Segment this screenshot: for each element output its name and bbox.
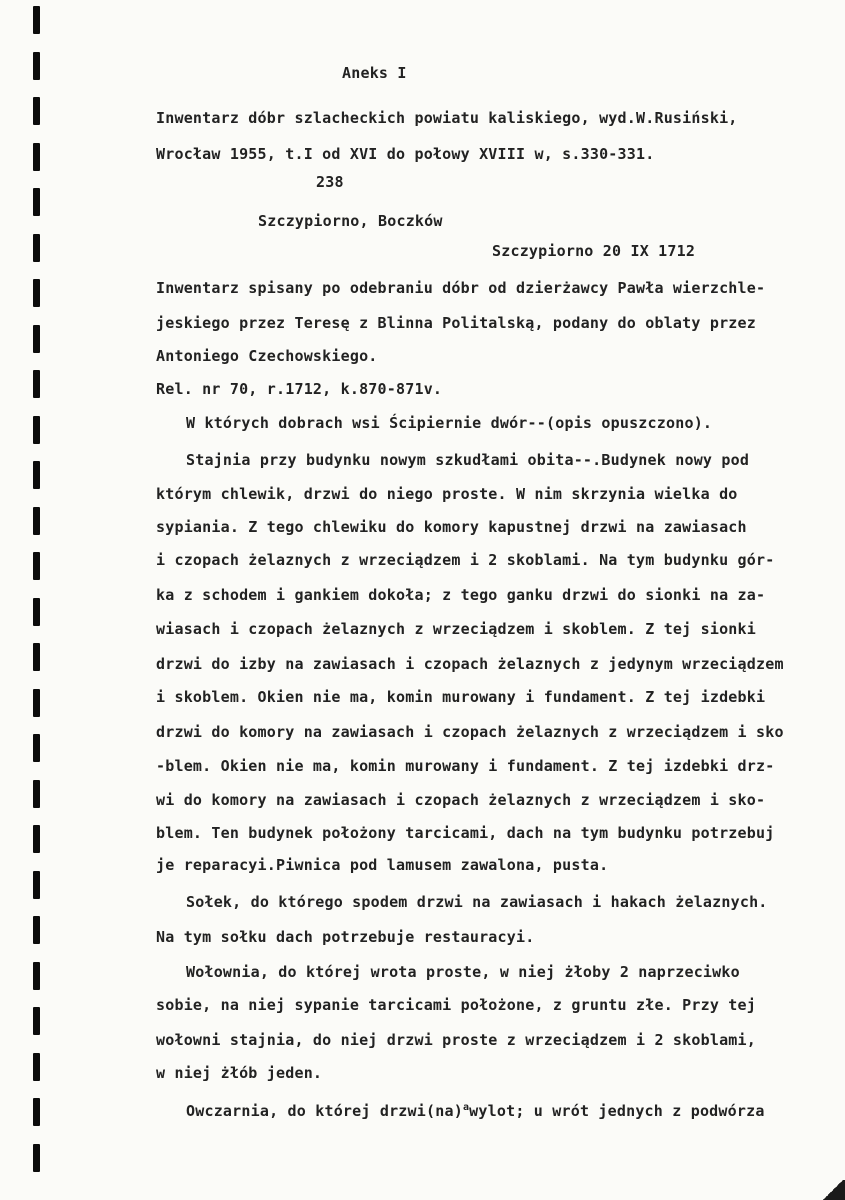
body-line: -blem. Okien nie ma, komin murowany i fundament. Z tej izdebki drz- [156,757,775,775]
binding-mark [33,598,40,626]
body-line: W których dobrach wsi Ścipiernie dwór--(opis opuszczono). [186,414,713,432]
binding-mark [33,234,40,262]
body-line: sypiania. Z tego chlewiku do komory kapustnej drzwi na zawiasach [156,518,747,536]
body-line: wołowni stajnia, do niej drzwi proste z wrzeciądzem i 2 skoblami, [156,1031,756,1049]
binding-mark [33,188,40,216]
body-line: i skoblem. Okien nie ma, komin murowany i fundament. Z tej izdebki [156,688,766,706]
binding-mark [33,916,40,944]
binding-mark [33,416,40,444]
binding-mark [33,279,40,307]
binding-mark [33,6,40,34]
body-line: Inwentarz spisany po odebraniu dóbr od dzierżawcy Pawła wierzchle- [156,279,766,297]
body-line: w niej żłób jeden. [156,1064,323,1082]
binding-mark [33,1098,40,1126]
binding-mark [33,143,40,171]
page-corner-mark [821,1180,845,1200]
binding-mark [33,552,40,580]
body-line: wiasach i czopach żelaznych z wrzeciądzem i skoblem. Z tej sionki [156,620,756,638]
body-line: wi do komory na zawiasach i czopach żelaznych z wrzeciądzem i sko- [156,791,766,809]
date-line: Szczypiorno 20 IX 1712 [492,242,696,260]
body-line: którym chlewik, drzwi do niego proste. W nim skrzynia wielka do [156,485,738,503]
body-line: blem. Ten budynek położony tarcicami, dach na tym budynku potrzebuj [156,824,775,842]
body-line: drzwi do komory na zawiasach i czopach żelaznych z wrzeciądzem i sko [156,723,784,741]
binding-mark [33,689,40,717]
body-line: Wołownia, do której wrota proste, w niej żłoby 2 naprzeciwko [186,963,740,981]
binding-mark [33,962,40,990]
reference-line: Rel. nr 70, r.1712, k.870-871v. [156,380,443,398]
binding-mark [33,325,40,353]
body-line: ka z schodem i gankiem dokoła; z tego ganku drzwi do sionki na za- [156,586,766,604]
binding-mark [33,643,40,671]
body-line: Stajnia przy budynku nowym szkudłami obita--.Budynek nowy pod [186,451,750,469]
binding-mark [33,825,40,853]
body-line: drzwi do izby na zawiasach i czopach żelaznych z jedynym wrzeciądzem [156,655,784,673]
body-line: jeskiego przez Teresę z Blinna Politalską, podany do oblaty przez [156,314,756,332]
body-text: Owczarnia, do której drzwi(na) [186,1102,463,1120]
document-number: 238 [316,173,344,191]
source-line-1: Inwentarz dóbr szlacheckich powiatu kaliskiego, wyd.W.Rusiński, [156,109,738,127]
binding-mark [33,734,40,762]
binding-mark [33,370,40,398]
binding-mark [33,1007,40,1035]
binding-mark [33,780,40,808]
binding-mark [33,1053,40,1081]
body-line: Sołek, do którego spodem drzwi na zawiasach i hakach żelaznych. [186,893,768,911]
annex-heading: Aneks I [342,64,407,82]
body-line: i czopach żelaznych z wrzeciądzem i 2 skoblami. Na tym budynku gór- [156,551,775,569]
body-text: wylot; u wrót jednych z podwórza [469,1102,765,1120]
body-line-last [186,1102,765,1120]
binding-mark [33,97,40,125]
body-line: Antoniego Czechowskiego. [156,347,378,365]
binding-mark [33,52,40,80]
footnote-marker: a [462,1102,470,1113]
binding-mark [33,507,40,535]
binding-mark [33,1144,40,1172]
binding-holes [0,0,60,1200]
binding-mark [33,871,40,899]
body-line: Na tym sołku dach potrzebuje restauracyi. [156,928,535,946]
body-line: sobie, na niej sypanie tarcicami położone, z gruntu złe. Przy tej [156,996,756,1014]
source-line-2: Wrocław 1955, t.I od XVI do połowy XVIII w, s.330-331. [156,145,655,163]
place-heading: Szczypiorno, Boczków [258,212,443,230]
binding-mark [33,461,40,489]
body-line: je reparacyi.Piwnica pod lamusem zawalona, pusta. [156,856,609,874]
